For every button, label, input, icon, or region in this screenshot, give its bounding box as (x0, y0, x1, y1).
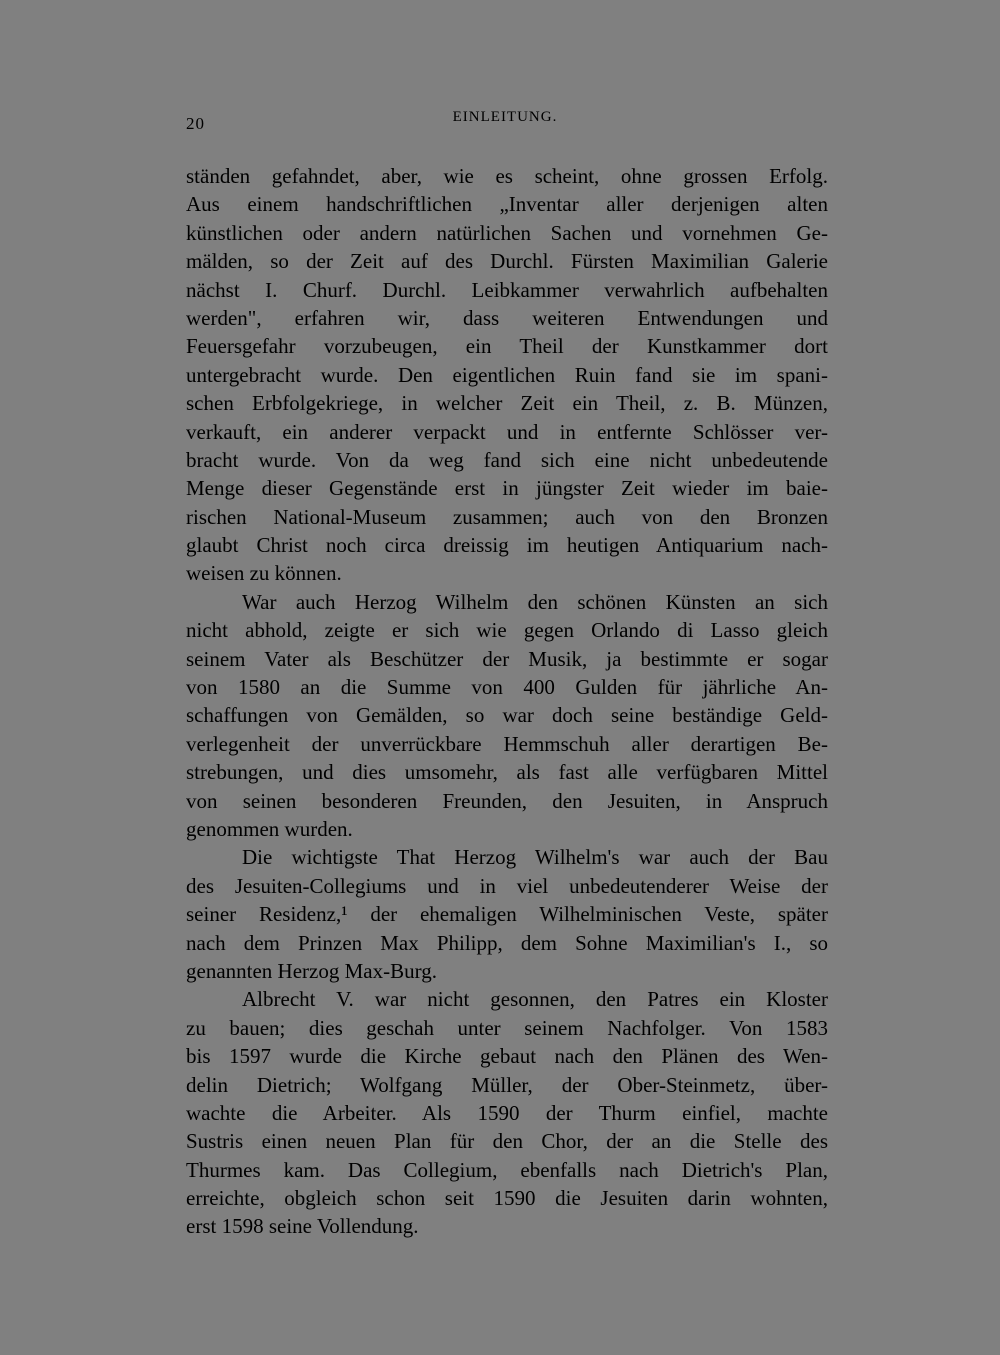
text-line: bracht wurde. Von da weg fand sich eine nicht unbedeutende (186, 447, 828, 472)
text-line: genommen wurden. (186, 816, 353, 841)
text-line: rischen National-Museum zusammen; auch von den Bronzen (186, 504, 828, 529)
text-line: zu bauen; dies geschah unter seinem Nachfolger. Von 1583 (186, 1015, 828, 1040)
text-line: von 1580 an die Summe von 400 Gulden für jährliche An- (186, 675, 828, 700)
page-number: 20 (186, 114, 205, 133)
text-line: Albrecht V. war nicht gesonnen, den Patres ein Kloster (242, 987, 828, 1012)
text-line: verlegenheit der unverrückbare Hemmschuh aller derartigen Be- (186, 731, 828, 756)
text-line: verkauft, ein anderer verpackt und in entfernte Schlösser ver- (186, 419, 828, 444)
text-line: ständen gefahndet, aber, wie es scheint, ohne grossen Erfolg. (186, 164, 828, 188)
text-line: von seinen besonderen Freunden, den Jesuiten, in Anspruch (186, 788, 828, 813)
text-line: werden", erfahren wir, dass weiteren Entwendungen und (186, 305, 828, 330)
text-line: nicht abhold, zeigte er sich wie gegen Orlando di Lasso gleich (186, 618, 828, 643)
text-line: glaubt Christ noch circa dreissig im heutigen Antiquarium nach- (186, 533, 828, 558)
text-line: Feuersgefahr vorzubeugen, ein Theil der Kunstkammer dort (186, 334, 828, 359)
text-line: seiner Residenz,¹ der ehemaligen Wilhelminischen Veste, später (186, 902, 828, 927)
text-line: wachte die Arbeiter. Als 1590 der Thurm einfiel, machte (186, 1100, 828, 1125)
paragraph (186, 985, 828, 1241)
text-line: strebungen, und dies umsomehr, als fast alle verfügbaren Mittel (186, 760, 828, 785)
text-line: delin Dietrich; Wolfgang Müller, der Ober-Steinmetz, über- (186, 1072, 828, 1097)
body-text (186, 162, 828, 1241)
text-line: War auch Herzog Wilhelm den schönen Künsten an sich (242, 589, 828, 614)
paragraph (186, 162, 828, 588)
text-line: mälden, so der Zeit auf des Durchl. Fürsten Maximilian Galerie (186, 249, 828, 274)
text-line: weisen zu können. (186, 561, 342, 586)
text-line: schaffungen von Gemälden, so war doch seine beständige Geld- (186, 703, 828, 728)
text-line: nach dem Prinzen Max Philipp, dem Sohne Maximilian's I., so (186, 930, 828, 955)
text-line: Thurmes kam. Das Collegium, ebenfalls nach Dietrich's Plan, (186, 1157, 828, 1182)
text-line: nächst I. Churf. Durchl. Leibkammer verwahrlich aufbehalten (186, 277, 828, 302)
paragraph (186, 843, 828, 985)
text-line: des Jesuiten-Collegiums und in viel unbedeutenderer Weise der (186, 873, 828, 898)
text-line: Sustris einen neuen Plan für den Chor, der an die Stelle des (186, 1129, 828, 1154)
text-line: schen Erbfolgekriege, in welcher Zeit ein Theil, z. B. Münzen, (186, 391, 828, 416)
running-title: EINLEITUNG. (452, 109, 558, 125)
text-line: genannten Herzog Max-Burg. (186, 958, 437, 983)
text-line: erst 1598 seine Vollendung. (186, 1214, 419, 1239)
text-line: künstlichen oder andern natürlichen Sachen und vornehmen Ge- (186, 220, 828, 245)
paragraph (186, 588, 828, 844)
text-line: seinem Vater als Beschützer der Musik, ja bestimmte er sogar (186, 646, 828, 671)
text-line: untergebracht wurde. Den eigentlichen Ruin fand sie im spani- (186, 362, 828, 387)
text-line: Aus einem handschriftlichen „Inventar aller derjenigen alten (186, 192, 828, 217)
text-line: bis 1597 wurde die Kirche gebaut nach den Plänen des Wen- (186, 1044, 828, 1069)
text-line: erreichte, obgleich schon seit 1590 die Jesuiten darin wohnten, (186, 1186, 828, 1211)
text-line: Menge dieser Gegenstände erst in jüngster Zeit wieder im baie- (186, 476, 828, 501)
text-line: Die wichtigste That Herzog Wilhelm's war auch der Bau (242, 845, 828, 870)
